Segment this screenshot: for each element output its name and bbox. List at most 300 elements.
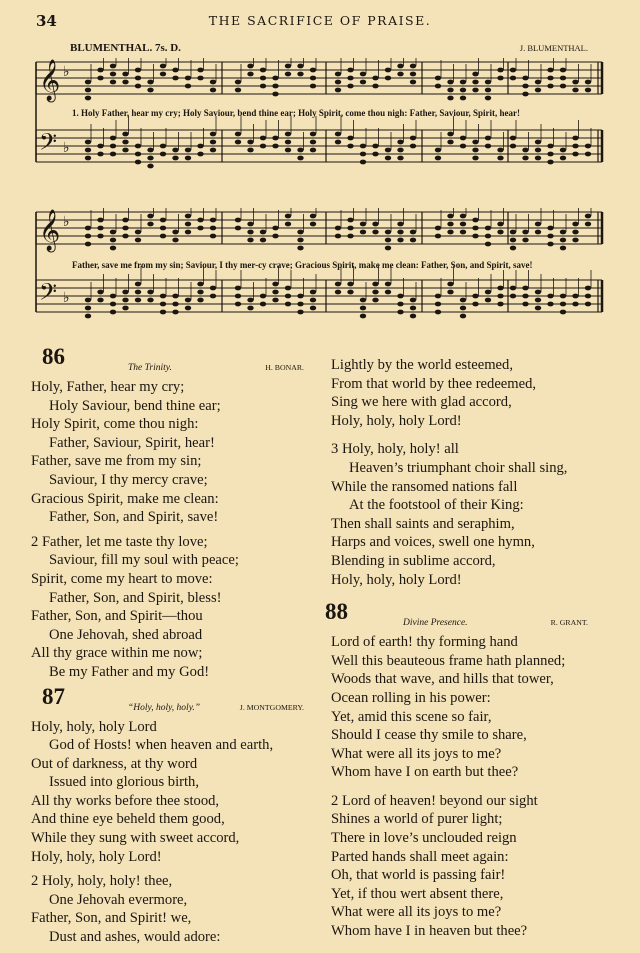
verse-line: Yet, amid this scene so fair, bbox=[331, 708, 492, 725]
note-head bbox=[397, 156, 403, 161]
note-head bbox=[260, 84, 266, 89]
verse-line: Holy, holy, holy Lord! bbox=[31, 848, 162, 865]
note-head bbox=[110, 80, 116, 85]
note-head bbox=[397, 294, 403, 299]
note-head bbox=[85, 156, 91, 161]
note-head bbox=[260, 230, 266, 235]
note-head bbox=[347, 76, 353, 81]
note-head bbox=[360, 152, 366, 157]
note-head bbox=[372, 290, 378, 295]
note-head bbox=[310, 306, 316, 311]
note-head bbox=[97, 298, 103, 303]
note-head bbox=[360, 298, 366, 303]
verse bbox=[31, 718, 316, 867]
note-head bbox=[110, 302, 116, 307]
note-head bbox=[135, 76, 141, 81]
note-head bbox=[347, 234, 353, 239]
note-head bbox=[210, 140, 216, 145]
note-head bbox=[122, 140, 128, 145]
hymn-author: R. GRANT. bbox=[550, 618, 588, 628]
note-head bbox=[460, 214, 466, 219]
note-head bbox=[172, 148, 178, 153]
note-head bbox=[285, 302, 291, 307]
note-head bbox=[347, 226, 353, 231]
note-head bbox=[572, 88, 578, 93]
note-head bbox=[435, 226, 441, 231]
note-head bbox=[410, 144, 416, 149]
hymn-title: “Holy, holy, holy.” bbox=[128, 702, 201, 713]
note-head bbox=[135, 84, 141, 89]
note-head bbox=[360, 230, 366, 235]
note-head bbox=[297, 72, 303, 77]
note-head bbox=[122, 306, 128, 311]
note-head bbox=[110, 72, 116, 77]
note-head bbox=[485, 96, 491, 101]
note-head bbox=[147, 80, 153, 85]
flat-icon: ♭ bbox=[63, 64, 70, 80]
lyrics-system-1: 1. Holy Father, hear my cry; Holy Saviour, bend thine ear; Holy Spirit, come thou nigh: Father, Saviour, Spirit, hear! bbox=[72, 108, 521, 118]
hymn-author: J. MONTGOMERY. bbox=[239, 702, 304, 712]
verse-line: Parted hands shall meet again: bbox=[331, 848, 509, 865]
note-head bbox=[172, 238, 178, 243]
note-head bbox=[97, 68, 103, 73]
tune-name: BLUMENTHAL. 7s. D. bbox=[70, 42, 181, 54]
flat-icon: ♭ bbox=[63, 140, 70, 156]
note-head bbox=[210, 218, 216, 223]
note-head bbox=[310, 214, 316, 219]
note-head bbox=[510, 68, 516, 73]
note-head bbox=[97, 234, 103, 239]
verse bbox=[31, 533, 316, 682]
note-head bbox=[197, 144, 203, 149]
note-head bbox=[147, 164, 153, 169]
note-head bbox=[110, 310, 116, 315]
note-head bbox=[235, 226, 241, 231]
note-head bbox=[522, 84, 528, 89]
note-head bbox=[510, 230, 516, 235]
note-head bbox=[197, 282, 203, 287]
note-head bbox=[272, 144, 278, 149]
note-head bbox=[485, 226, 491, 231]
note-head bbox=[460, 80, 466, 85]
note-head bbox=[385, 290, 391, 295]
note-head bbox=[535, 222, 541, 227]
note-head bbox=[372, 230, 378, 235]
music-staff-svg-2 bbox=[30, 208, 610, 338]
note-head bbox=[185, 156, 191, 161]
note-head bbox=[522, 302, 528, 307]
hymn-header-88 bbox=[325, 599, 616, 633]
note-head bbox=[385, 68, 391, 73]
note-head bbox=[110, 64, 116, 69]
note-head bbox=[97, 226, 103, 231]
verse bbox=[31, 872, 316, 946]
note-head bbox=[197, 68, 203, 73]
note-head bbox=[122, 80, 128, 85]
note-head bbox=[185, 306, 191, 311]
note-head bbox=[560, 156, 566, 161]
note-head bbox=[272, 290, 278, 295]
note-head bbox=[460, 230, 466, 235]
note-head bbox=[247, 306, 253, 311]
note-head bbox=[385, 230, 391, 235]
verse-line: Harps and voices, swell one hymn, bbox=[331, 534, 535, 551]
note-head bbox=[485, 88, 491, 93]
note-head bbox=[360, 314, 366, 319]
verse-line: At the footstool of their King: bbox=[349, 497, 524, 514]
note-head bbox=[460, 136, 466, 141]
note-head bbox=[397, 302, 403, 307]
verse-line: Blending in sublime accord, bbox=[331, 552, 496, 569]
note-head bbox=[210, 286, 216, 291]
verse-line: Saviour, I thy mercy crave; bbox=[49, 471, 208, 488]
note-head bbox=[197, 218, 203, 223]
note-head bbox=[585, 286, 591, 291]
note-head bbox=[347, 68, 353, 73]
note-head bbox=[397, 222, 403, 227]
note-head bbox=[347, 144, 353, 149]
note-head bbox=[335, 140, 341, 145]
note-head bbox=[472, 302, 478, 307]
lyrics-system-2: Father, save me from my sin; Saviour, I thy mer-cy crave; Gracious Spirit, make me clean: Father, Son, and Spirit, save! bbox=[72, 260, 533, 270]
note-head bbox=[497, 148, 503, 153]
note-head bbox=[310, 76, 316, 81]
note-head bbox=[160, 234, 166, 239]
note-head bbox=[310, 84, 316, 89]
note-head bbox=[135, 144, 141, 149]
note-head bbox=[435, 84, 441, 89]
note-head bbox=[247, 64, 253, 69]
verse-line: Should I cease thy smile to share, bbox=[331, 727, 527, 744]
verse-line: Heaven’s triumphant choir shall sing, bbox=[349, 459, 568, 476]
note-head bbox=[335, 282, 341, 287]
note-head bbox=[297, 246, 303, 251]
note-head bbox=[560, 76, 566, 81]
note-head bbox=[535, 230, 541, 235]
note-head bbox=[197, 152, 203, 157]
note-head bbox=[135, 290, 141, 295]
note-head bbox=[85, 314, 91, 319]
verse bbox=[331, 633, 616, 782]
verse-line: Whom have I on earth but thee? bbox=[331, 764, 519, 781]
note-head bbox=[472, 140, 478, 145]
note-head bbox=[297, 294, 303, 299]
note-head bbox=[85, 80, 91, 85]
verse-line: Be my Father and my God! bbox=[49, 663, 210, 680]
note-head bbox=[447, 290, 453, 295]
note-head bbox=[85, 242, 91, 247]
note-head bbox=[97, 76, 103, 81]
note-head bbox=[510, 136, 516, 141]
note-head bbox=[85, 226, 91, 231]
note-head bbox=[435, 148, 441, 153]
verse-line: There in love’s unclouded reign bbox=[331, 830, 517, 847]
note-head bbox=[560, 294, 566, 299]
note-head bbox=[560, 238, 566, 243]
note-head bbox=[260, 238, 266, 243]
note-head bbox=[297, 238, 303, 243]
note-head bbox=[472, 226, 478, 231]
note-head bbox=[160, 226, 166, 231]
note-head bbox=[160, 218, 166, 223]
note-head bbox=[472, 72, 478, 77]
note-head bbox=[385, 156, 391, 161]
note-head bbox=[110, 144, 116, 149]
note-head bbox=[560, 246, 566, 251]
note-head bbox=[547, 234, 553, 239]
note-head bbox=[410, 238, 416, 243]
note-head bbox=[210, 148, 216, 153]
note-head bbox=[535, 88, 541, 93]
note-head bbox=[310, 132, 316, 137]
note-head bbox=[335, 234, 341, 239]
verse-line: Shines a world of purer light; bbox=[331, 811, 503, 828]
hymn-author: H. BONAR. bbox=[265, 363, 304, 372]
verse-line: Then shall saints and seraphim, bbox=[331, 515, 515, 532]
verse-line: Holy, holy, holy Lord! bbox=[331, 412, 462, 429]
note-head bbox=[172, 294, 178, 299]
note-head bbox=[397, 238, 403, 243]
note-head bbox=[310, 290, 316, 295]
note-head bbox=[272, 92, 278, 97]
verse bbox=[331, 440, 616, 589]
tune-composer: J. BLUMENTHAL. bbox=[519, 43, 588, 53]
note-head bbox=[410, 306, 416, 311]
hymn-header-87 bbox=[31, 683, 316, 718]
note-head bbox=[110, 152, 116, 157]
note-head bbox=[122, 234, 128, 239]
note-head bbox=[85, 234, 91, 239]
note-head bbox=[185, 222, 191, 227]
verse-line: 3 Holy, holy, holy! all bbox=[331, 441, 459, 458]
note-head bbox=[497, 156, 503, 161]
note-head bbox=[260, 136, 266, 141]
note-head bbox=[572, 230, 578, 235]
note-head bbox=[447, 80, 453, 85]
note-head bbox=[460, 306, 466, 311]
note-head bbox=[472, 80, 478, 85]
note-head bbox=[260, 76, 266, 81]
note-head bbox=[522, 286, 528, 291]
note-head bbox=[585, 152, 591, 157]
note-head bbox=[210, 226, 216, 231]
treble-clef-icon: 𝄞 bbox=[39, 210, 61, 251]
note-head bbox=[522, 238, 528, 243]
note-head bbox=[160, 310, 166, 315]
note-head bbox=[122, 226, 128, 231]
bass-clef-icon: 𝄢 bbox=[39, 278, 58, 311]
note-head bbox=[147, 290, 153, 295]
note-head bbox=[535, 298, 541, 303]
note-head bbox=[85, 148, 91, 153]
note-head bbox=[260, 302, 266, 307]
note-head bbox=[560, 84, 566, 89]
note-head bbox=[360, 160, 366, 165]
note-head bbox=[110, 294, 116, 299]
note-head bbox=[160, 144, 166, 149]
note-head bbox=[260, 68, 266, 73]
note-head bbox=[397, 140, 403, 145]
note-head bbox=[247, 298, 253, 303]
note-head bbox=[397, 310, 403, 315]
verse-line: And thine eye beheld them good, bbox=[31, 811, 225, 828]
note-head bbox=[347, 136, 353, 141]
verse-line: Lord of earth! thy forming hand bbox=[331, 634, 518, 651]
verse-line: God of Hosts! when heaven and earth, bbox=[49, 737, 274, 754]
note-head bbox=[360, 72, 366, 77]
verse bbox=[331, 792, 616, 941]
hymn-number: 86 bbox=[42, 344, 65, 369]
note-head bbox=[160, 152, 166, 157]
note-head bbox=[85, 140, 91, 145]
note-head bbox=[510, 246, 516, 251]
note-head bbox=[572, 222, 578, 227]
note-head bbox=[485, 298, 491, 303]
note-head bbox=[372, 298, 378, 303]
note-head bbox=[460, 314, 466, 319]
verse-line: Yet, if thou wert absent there, bbox=[331, 885, 504, 902]
running-head: THE SACRIFICE OF PRAISE. bbox=[208, 13, 432, 28]
note-head bbox=[347, 282, 353, 287]
note-head bbox=[210, 80, 216, 85]
note-head bbox=[272, 234, 278, 239]
note-head bbox=[585, 294, 591, 299]
note-head bbox=[235, 132, 241, 137]
note-head bbox=[272, 76, 278, 81]
note-head bbox=[247, 230, 253, 235]
note-head bbox=[335, 290, 341, 295]
note-head bbox=[135, 230, 141, 235]
note-head bbox=[297, 302, 303, 307]
note-head bbox=[210, 234, 216, 239]
note-head bbox=[185, 298, 191, 303]
note-head bbox=[585, 88, 591, 93]
note-head bbox=[547, 226, 553, 231]
note-head bbox=[210, 88, 216, 93]
note-head bbox=[522, 148, 528, 153]
note-head bbox=[210, 294, 216, 299]
note-head bbox=[160, 72, 166, 77]
note-head bbox=[135, 68, 141, 73]
note-head bbox=[285, 214, 291, 219]
music-staff-svg-1 bbox=[30, 58, 610, 188]
note-head bbox=[410, 136, 416, 141]
note-head bbox=[235, 140, 241, 145]
note-head bbox=[347, 84, 353, 89]
verse-line: Holy Saviour, bend thine ear; bbox=[49, 397, 221, 414]
note-head bbox=[247, 238, 253, 243]
verse-line: What were all its joys to me? bbox=[331, 904, 502, 921]
note-head bbox=[510, 294, 516, 299]
treble-clef-icon: 𝄞 bbox=[39, 60, 61, 101]
verse-line: Issued into glorious birth, bbox=[49, 774, 199, 791]
verse-line: 2 Lord of heaven! beyond our sight bbox=[331, 792, 538, 809]
verse-line: Well this beauteous frame hath planned; bbox=[331, 652, 566, 669]
verse-line: Holy Spirit, come thou nigh: bbox=[31, 416, 199, 433]
note-head bbox=[335, 80, 341, 85]
note-head bbox=[497, 230, 503, 235]
note-head bbox=[535, 290, 541, 295]
flat-icon: ♭ bbox=[63, 214, 70, 230]
note-head bbox=[235, 294, 241, 299]
note-head bbox=[535, 80, 541, 85]
verse-line: All thy works before thee stood, bbox=[31, 792, 220, 809]
verse-line: Oh, that world is passing fair! bbox=[331, 867, 506, 884]
note-head bbox=[497, 222, 503, 227]
note-head bbox=[160, 294, 166, 299]
verse-line: One Jehovah, shed abroad bbox=[49, 626, 203, 643]
note-head bbox=[397, 64, 403, 69]
note-head bbox=[510, 76, 516, 81]
note-head bbox=[172, 310, 178, 315]
verse-line: Woods that wave, and hills that tower, bbox=[331, 671, 554, 688]
note-head bbox=[522, 156, 528, 161]
note-head bbox=[147, 214, 153, 219]
verse-line: Sing we here with glad accord, bbox=[331, 394, 512, 411]
verse-line: Out of darkness, at thy word bbox=[31, 755, 198, 772]
note-head bbox=[435, 76, 441, 81]
note-head bbox=[135, 282, 141, 287]
verse-line: Holy, holy, holy Lord bbox=[31, 718, 157, 735]
note-head bbox=[385, 148, 391, 153]
note-head bbox=[347, 218, 353, 223]
note-head bbox=[460, 298, 466, 303]
note-head bbox=[247, 222, 253, 227]
note-head bbox=[297, 156, 303, 161]
note-head bbox=[485, 80, 491, 85]
note-head bbox=[497, 294, 503, 299]
note-head bbox=[272, 84, 278, 89]
note-head bbox=[97, 144, 103, 149]
note-head bbox=[535, 140, 541, 145]
note-head bbox=[122, 148, 128, 153]
note-head bbox=[360, 144, 366, 149]
note-head bbox=[285, 72, 291, 77]
note-head bbox=[460, 88, 466, 93]
text-column-left bbox=[31, 344, 316, 953]
verse-line: Spirit, come my heart to move: bbox=[31, 570, 213, 587]
note-head bbox=[147, 298, 153, 303]
note-head bbox=[185, 76, 191, 81]
note-head bbox=[410, 298, 416, 303]
note-head bbox=[472, 88, 478, 93]
note-head bbox=[547, 242, 553, 247]
note-head bbox=[297, 310, 303, 315]
note-head bbox=[85, 298, 91, 303]
note-head bbox=[197, 76, 203, 81]
note-head bbox=[135, 238, 141, 243]
note-head bbox=[147, 222, 153, 227]
note-head bbox=[147, 88, 153, 93]
note-head bbox=[347, 290, 353, 295]
note-head bbox=[97, 290, 103, 295]
note-head bbox=[372, 222, 378, 227]
note-head bbox=[197, 226, 203, 231]
note-head bbox=[472, 218, 478, 223]
note-head bbox=[272, 136, 278, 141]
note-head bbox=[285, 148, 291, 153]
note-head bbox=[447, 96, 453, 101]
note-head bbox=[185, 84, 191, 89]
note-head bbox=[147, 148, 153, 153]
note-head bbox=[147, 156, 153, 161]
note-head bbox=[385, 246, 391, 251]
note-head bbox=[410, 80, 416, 85]
note-head bbox=[185, 214, 191, 219]
note-head bbox=[385, 238, 391, 243]
note-head bbox=[285, 294, 291, 299]
verse-line: Dust and ashes, would adore: bbox=[49, 929, 221, 946]
